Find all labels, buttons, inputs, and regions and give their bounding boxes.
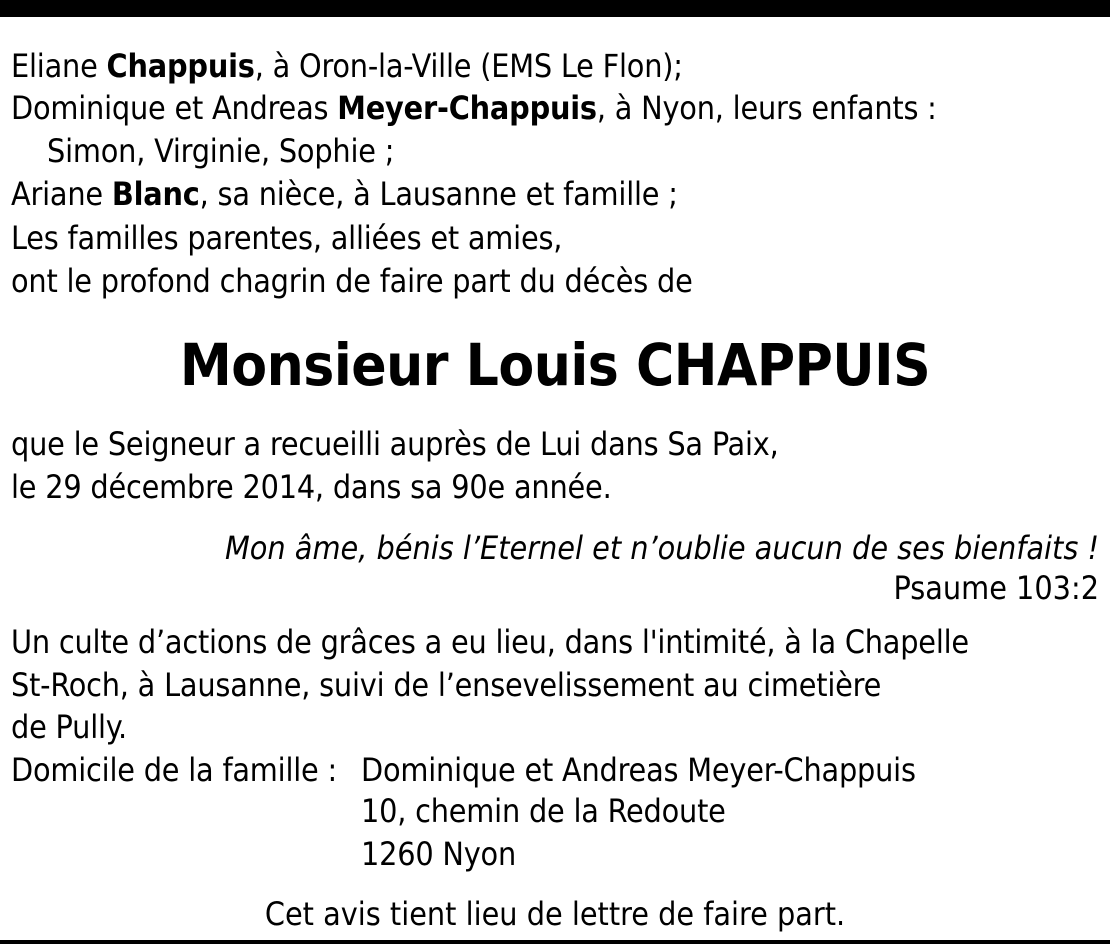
top-border-rule [0,0,1110,17]
bible-verse: Mon âme, bénis l’Eternel et n’oublie aucun de ses bienfaits ! [224,529,1099,567]
service-line-3: de Pully. [11,708,127,746]
family-line-1-pre: Eliane [11,47,107,85]
family-line-4 [11,174,678,214]
domicile-label: Domicile de la famille : [11,751,338,789]
service-line-2: St-Roch, à Lausanne, suivi de l’ensevelissement au cimetière [11,666,882,704]
family-line-4-post: , sa nièce, à Lausanne et famille ; [199,175,678,213]
closing-note: Cet avis tient lieu de lettre de faire part. [264,895,846,933]
family-line-1-post: , à Oron-la-Ville (EMS Le Flon); [254,47,683,85]
death-line-1: que le Seigneur a recueilli auprès de Lui dans Sa Paix, [11,425,779,463]
family-line-6: ont le profond chagrin de faire part du décès de [11,262,693,300]
deceased-name-heading: Monsieur Louis CHAPPUIS [179,331,931,399]
family-line-2 [11,88,937,128]
service-line-1: Un culte d’actions de grâces a eu lieu, dans l'intimité, à la Chapelle [11,623,969,661]
family-line-4-pre: Ariane [11,175,112,213]
domicile-name: Dominique et Andreas Meyer-Chappuis [361,751,916,789]
family-line-2-surname: Meyer-Chappuis [337,89,597,127]
family-line-1-surname: Chappuis [106,47,255,85]
domicile-city: 1260 Nyon [361,835,517,873]
family-line-2-pre: Dominique et Andreas [11,89,338,127]
family-line-2-post: , à Nyon, leurs enfants : [596,89,937,127]
family-line-1 [11,46,683,86]
bottom-border-rule [0,940,1110,944]
bible-verse-reference: Psaume 103:2 [893,569,1099,607]
family-line-5: Les familles parentes, alliées et amies, [11,219,563,257]
domicile-street: 10, chemin de la Redoute [361,792,726,830]
family-line-4-surname: Blanc [111,175,200,213]
death-line-2: le 29 décembre 2014, dans sa 90e année. [11,468,612,506]
family-line-3: Simon, Virginie, Sophie ; [47,132,395,170]
